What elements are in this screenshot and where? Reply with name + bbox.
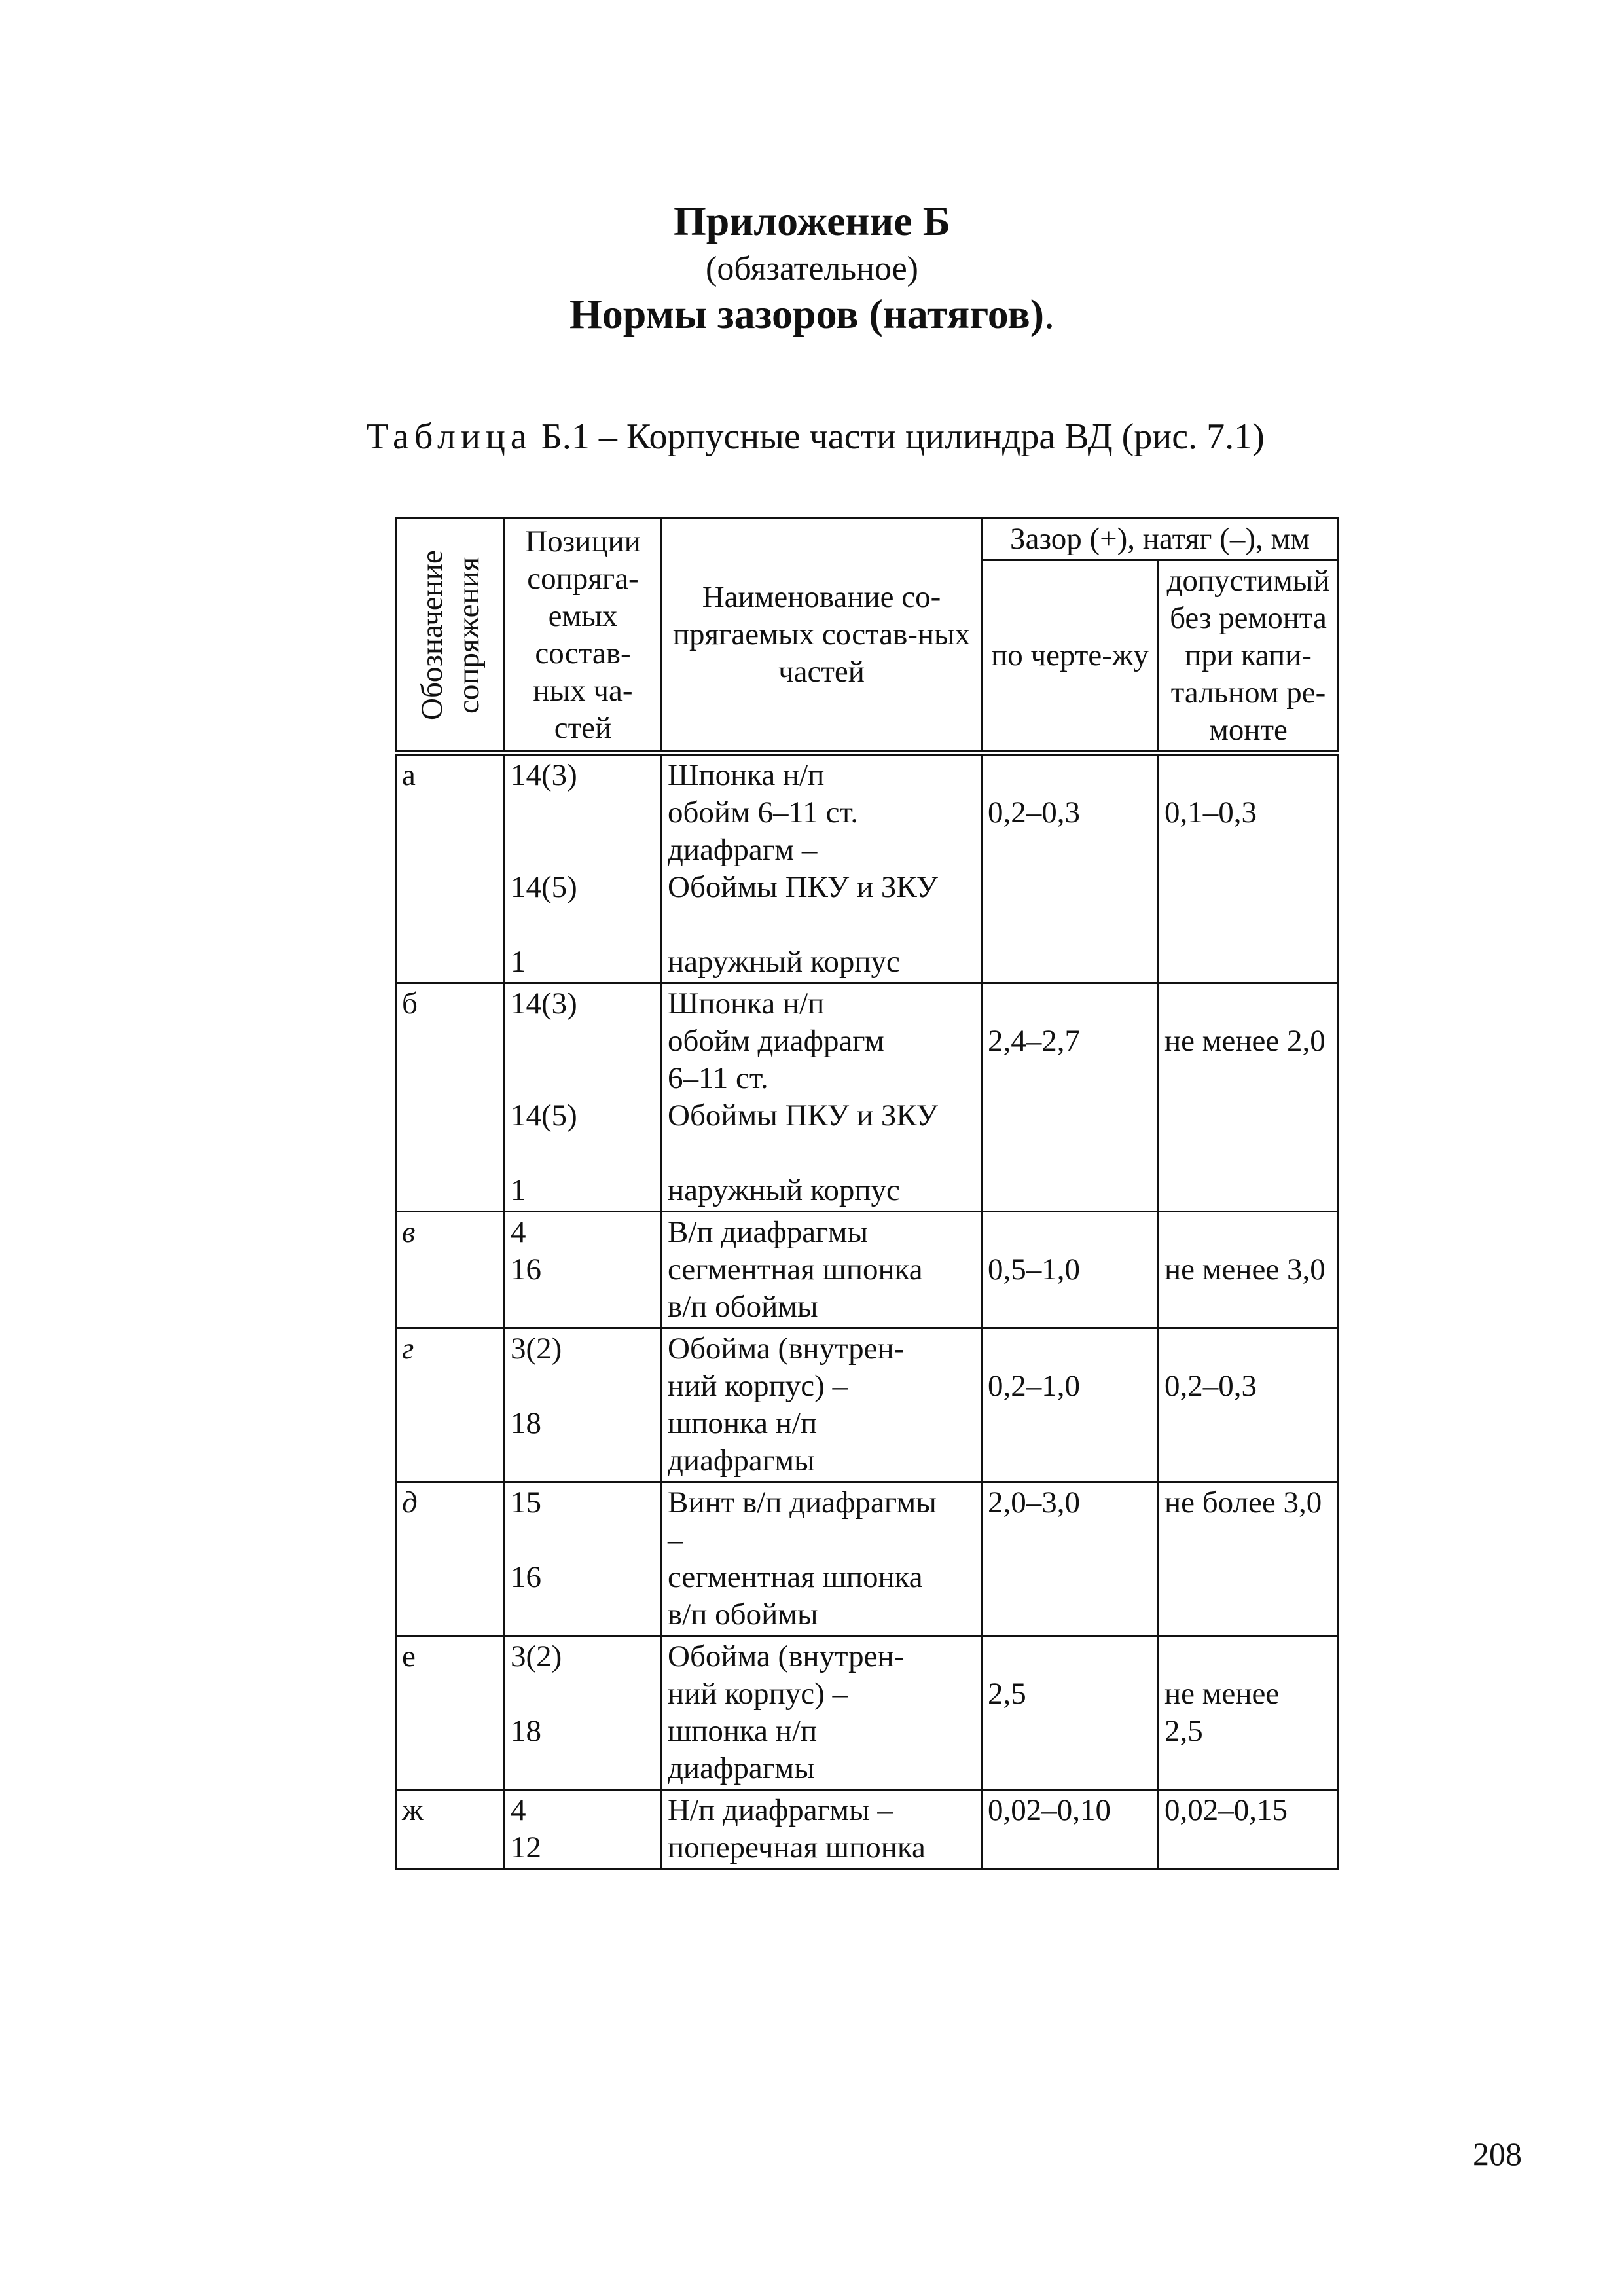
cell-positions-line (511, 1368, 657, 1405)
cell-per-drawing (982, 753, 1159, 983)
table-row (396, 983, 1339, 1212)
cell-name-line: обойм 6–11 ст. (668, 795, 859, 829)
cell-allowed-line (1164, 1330, 1333, 1368)
cell-allowed-line: 2,5 (1164, 1714, 1203, 1748)
cell-name-line: наружный корпус (668, 945, 900, 979)
cell-designation: г (396, 1328, 505, 1482)
cell-per-drawing (982, 1328, 1159, 1482)
norms-title (0, 288, 1624, 340)
appendix-title: Приложение Б (674, 198, 950, 244)
cell-positions (505, 753, 662, 983)
cell-positions-line: 4 (511, 1215, 526, 1249)
cell-per-drawing-line: 0,2–0,3 (988, 795, 1080, 829)
cell-name (662, 1482, 982, 1636)
cell-positions-line: 14(3) (511, 987, 577, 1021)
cell-name-line: 6–11 ст. (668, 1061, 768, 1095)
cell-name-line: ний корпус) – (668, 1677, 848, 1711)
header-gap-group: Зазор (+), натяг (–), мм (982, 519, 1339, 560)
cell-name-line: Шпонка н/п (668, 758, 825, 792)
header-designation-text: Обозначение сопряжения (414, 549, 486, 720)
cell-name (662, 753, 982, 983)
cell-allowed-line (1164, 757, 1333, 794)
cell-allowed-line (1164, 1638, 1333, 1675)
cell-positions (505, 1212, 662, 1328)
cell-name-line: сегментная шпонка (668, 1560, 923, 1594)
cell-name-line: в/п обоймы (668, 1597, 818, 1631)
cell-positions (505, 983, 662, 1212)
cell-allowed (1159, 1212, 1339, 1328)
cell-positions-line (511, 906, 657, 943)
appendix-status: (обязательное) (706, 250, 918, 287)
cell-positions-line: 1 (511, 1173, 526, 1207)
cell-designation: б (396, 983, 505, 1212)
cell-per-drawing-line (988, 757, 1153, 794)
cell-allowed (1159, 1790, 1339, 1869)
cell-per-drawing (982, 1212, 1159, 1328)
cell-name-line: Н/п диафрагмы – (668, 1793, 893, 1827)
cell-name-line: ний корпус) – (668, 1369, 848, 1403)
header-positions: Позиции сопряга-емых состав-ных ча-стей (505, 519, 662, 754)
table-row (396, 1212, 1339, 1328)
cell-name-line: В/п диафрагмы (668, 1215, 869, 1249)
cell-per-drawing-line: 2,0–3,0 (988, 1485, 1080, 1520)
norms-title-dot: . (1044, 291, 1055, 337)
cell-designation: е (396, 1636, 505, 1790)
table-body (396, 753, 1339, 1869)
cell-allowed-line: 0,02–0,15 (1164, 1793, 1288, 1827)
cell-positions-line: 16 (511, 1252, 541, 1286)
table-caption (0, 414, 1624, 460)
cell-name (662, 1636, 982, 1790)
header-per-drawing: по черте-жу (982, 560, 1159, 754)
cell-name-line (668, 906, 977, 943)
cell-positions-line: 14(5) (511, 870, 577, 904)
cell-designation: д (396, 1482, 505, 1636)
cell-positions (505, 1636, 662, 1790)
cell-positions-line: 18 (511, 1406, 541, 1440)
cell-allowed-line: не менее 2,0 (1164, 1024, 1326, 1058)
gap-norms-table (395, 517, 1339, 1870)
cell-per-drawing (982, 1482, 1159, 1636)
cell-positions-line: 14(5) (511, 1099, 577, 1133)
cell-positions (505, 1328, 662, 1482)
cell-name (662, 1790, 982, 1869)
cell-per-drawing (982, 1790, 1159, 1869)
cell-positions-line: 1 (511, 945, 526, 979)
cell-name (662, 1328, 982, 1482)
cell-positions-line: 18 (511, 1714, 541, 1748)
cell-name (662, 983, 982, 1212)
cell-per-drawing-line (988, 985, 1153, 1023)
table-row (396, 753, 1339, 983)
norms-title-text: Нормы зазоров (натягов) (569, 291, 1045, 337)
cell-allowed (1159, 753, 1339, 983)
header-designation (396, 519, 505, 754)
cell-name-line: Обоймы ПКУ и ЗКУ (668, 1099, 939, 1133)
cell-positions-line: 16 (511, 1560, 541, 1594)
cell-positions-line (511, 1060, 657, 1097)
cell-name-line: диафрагм – (668, 833, 818, 867)
header-allowed: допустимый без ремонта при капи-тальном ре-монте (1159, 560, 1339, 754)
cell-per-drawing (982, 1636, 1159, 1790)
cell-designation: ж (396, 1790, 505, 1869)
cell-allowed (1159, 1328, 1339, 1482)
cell-allowed-line: 0,2–0,3 (1164, 1369, 1257, 1403)
cell-per-drawing-line: 2,5 (988, 1677, 1026, 1711)
cell-allowed-line: не менее 3,0 (1164, 1252, 1326, 1286)
cell-positions-line: 4 (511, 1793, 526, 1827)
cell-name-line: шпонка н/п (668, 1714, 818, 1748)
cell-per-drawing (982, 983, 1159, 1212)
cell-designation: а (396, 753, 505, 983)
table-row (396, 1482, 1339, 1636)
cell-positions-line: 3(2) (511, 1639, 562, 1673)
cell-per-drawing-line: 0,02–0,10 (988, 1793, 1111, 1827)
cell-positions-line (511, 794, 657, 831)
cell-positions (505, 1790, 662, 1869)
cell-per-drawing-line: 2,4–2,7 (988, 1024, 1080, 1058)
cell-name-line: наружный корпус (668, 1173, 900, 1207)
cell-name-line (668, 1135, 977, 1172)
cell-positions-line: 15 (511, 1485, 541, 1520)
cell-name-line: шпонка н/п (668, 1406, 818, 1440)
cell-allowed (1159, 983, 1339, 1212)
table-row (396, 1636, 1339, 1790)
cell-positions-line (511, 1522, 657, 1559)
cell-name-line: сегментная шпонка (668, 1252, 923, 1286)
cell-name-line: Обойма (внутрен- (668, 1639, 905, 1673)
header-name: Наименование со-прягаемых состав-ных частей (662, 519, 982, 754)
cell-positions-line (511, 1135, 657, 1172)
cell-name (662, 1212, 982, 1328)
cell-positions-line (511, 831, 657, 869)
cell-positions-line: 3(2) (511, 1332, 562, 1366)
cell-name-line: – (668, 1523, 683, 1557)
cell-per-drawing-line: 0,2–1,0 (988, 1369, 1080, 1403)
cell-positions-line: 14(3) (511, 758, 577, 792)
table-caption-label: Таблица (366, 416, 532, 457)
cell-designation: в (396, 1212, 505, 1328)
page-number: 208 (1473, 2136, 1522, 2172)
cell-allowed (1159, 1636, 1339, 1790)
cell-per-drawing-line (988, 1214, 1153, 1251)
cell-name-line: диафрагмы (668, 1751, 815, 1785)
cell-allowed (1159, 1482, 1339, 1636)
cell-per-drawing-line: 0,5–1,0 (988, 1252, 1080, 1286)
cell-name-line: Шпонка н/п (668, 987, 825, 1021)
cell-name-line: Винт в/п диафрагмы (668, 1485, 937, 1520)
cell-name-line: диафрагмы (668, 1444, 815, 1478)
cell-per-drawing-line (988, 1638, 1153, 1675)
cell-allowed-line (1164, 1214, 1333, 1251)
cell-positions (505, 1482, 662, 1636)
table-caption-text: Б.1 – Корпусные части цилиндра ВД (рис. 7.1) (532, 416, 1265, 457)
cell-positions-line (511, 1675, 657, 1713)
cell-allowed-line (1164, 985, 1333, 1023)
cell-name-line: поперечная шпонка (668, 1831, 926, 1865)
cell-allowed-line: 0,1–0,3 (1164, 795, 1257, 829)
cell-positions-line: 12 (511, 1831, 541, 1865)
cell-name-line: Обойма (внутрен- (668, 1332, 905, 1366)
cell-per-drawing-line (988, 1330, 1153, 1368)
cell-name-line: Обоймы ПКУ и ЗКУ (668, 870, 939, 904)
cell-name-line: в/п обоймы (668, 1290, 818, 1324)
cell-allowed-line: не более 3,0 (1164, 1485, 1322, 1520)
cell-allowed-line: не менее (1164, 1677, 1280, 1711)
table-row (396, 1328, 1339, 1482)
table-row (396, 1790, 1339, 1869)
cell-positions-line (511, 1023, 657, 1060)
cell-name-line: обойм диафрагм (668, 1024, 884, 1058)
